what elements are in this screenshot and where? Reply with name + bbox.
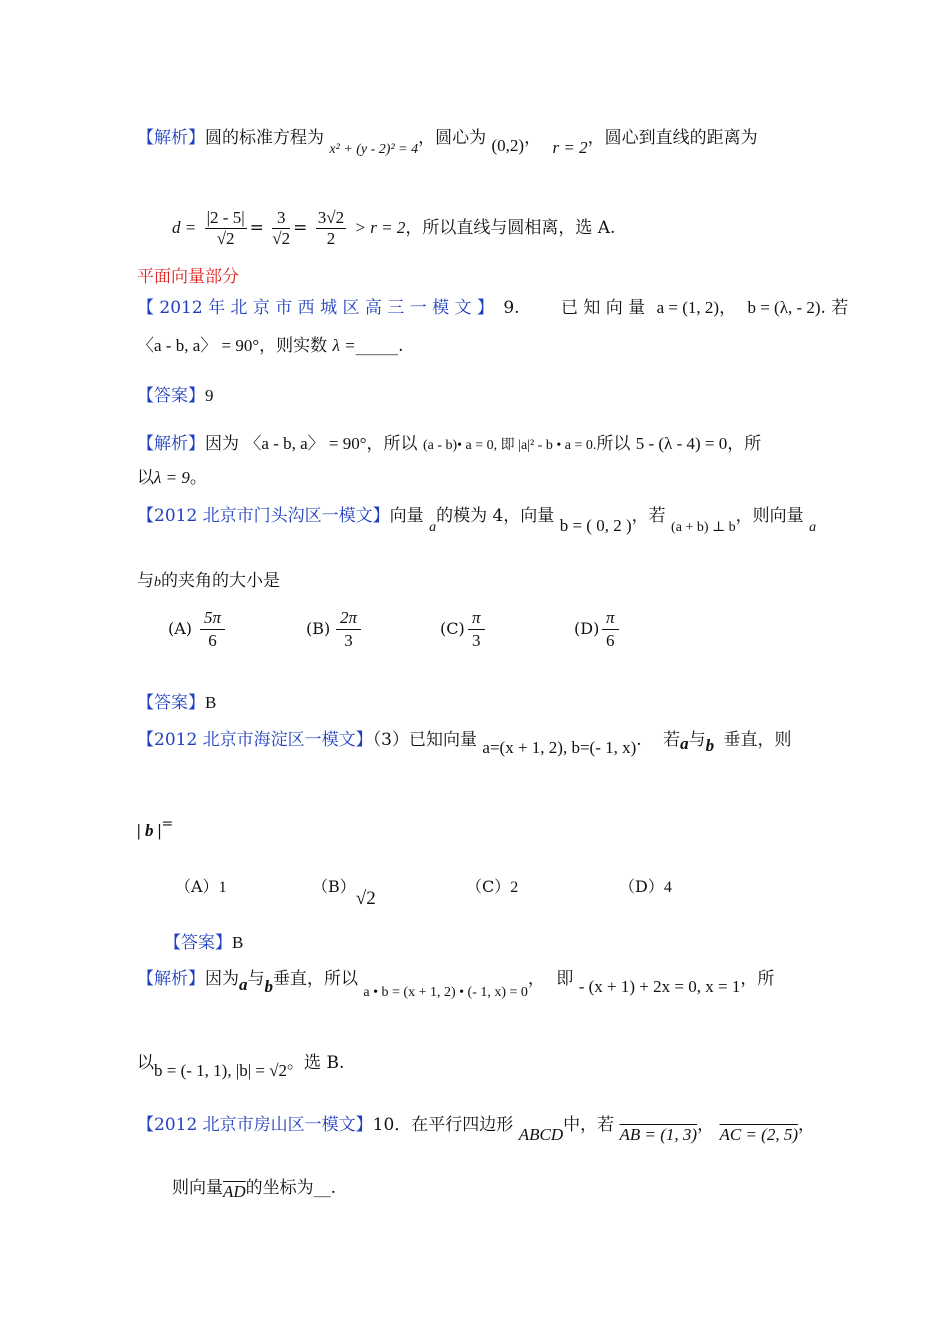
- q9-line-1: 【 2012 年 北 京 市 西 城 区 高 三 一 模 文 】 9. 已 知 向 量 a = (1, 2)， b = (λ, - 2). 若: [137, 298, 849, 318]
- hd-option-c: （C）2: [466, 877, 519, 896]
- mtg-option-d-value: $\frac{\pi}{6}$: [602, 607, 619, 652]
- mtg-option-a-value: $\frac{5\pi}{6}$: [200, 607, 225, 652]
- analysis-tag: 【解析】: [137, 128, 205, 148]
- mtg-option-b-value: $\frac{2\pi}{3}$: [336, 607, 361, 652]
- hd-option-b: （B）√2: [312, 877, 376, 909]
- q9-analysis-2: 以λ = 9。: [137, 468, 207, 488]
- hd-analysis-2: 以b = (- 1, 1), |b| = √2。选 B.: [137, 1053, 345, 1080]
- mtg-answer: 【答案】B: [137, 693, 217, 713]
- hd-line-2: | b |=: [137, 816, 174, 840]
- mtg-option-c-value: $\frac{\pi}{3}$: [468, 607, 485, 652]
- distance-formula: d = $\frac{|2 - 5|}{√2}$ = $\frac{3}{√2}$ = $\frac{3√2}{2}$ > r = 2，所以直线与圆相离，选 A.: [172, 208, 616, 248]
- hd-option-a: （A）1: [175, 877, 227, 896]
- mtg-option-a-label: (A): [168, 619, 193, 638]
- mtg-line-1: 【2012 北京市门头沟区一模文】向量 $_a$的模为 4，向量 b = ( 0, 2 )，若 $_{(a + b) \perp b}$，则向量 $_a$: [137, 506, 817, 535]
- q9-analysis-1: 【解析】因为 〈a - b, a〉 = 90°，所以 (a - b)• a = 0, 即 |a|² - b • a = 0.所以 5 - (λ - 4) = 0，所: [137, 434, 762, 454]
- mtg-option-d-label: (D): [574, 619, 600, 638]
- analysis-line-1: 【解析】圆的标准方程为 $_{x^2 + (y - 2)^2 = 4}$，圆心为 (0,2)， r = 2，圆心到直线的距离为: [137, 128, 758, 157]
- fs-line-1: 【2012 北京市房山区一模文】10．在平行四边形 ABCD中，若 AB = (1, 3)， AC = (2, 5)，: [137, 1115, 816, 1144]
- circle-equation: x² + (y - 2)² = 4: [329, 142, 419, 157]
- hd-line-1: 【2012 北京市海淀区一模文】（3）已知向量 a=(x + 1, 2), b=(- 1, x). 若a与b 垂直，则: [137, 730, 792, 757]
- hd-analysis-1: 【解析】因为a与b垂直，所以 $_{a • b = (x + 1, 2) • (- 1, x) = 0}$， 即 - (x + 1) + 2x = 0, x = 1，所: [137, 969, 775, 1000]
- fs-line-2: 则向量$\overline{AD}$的坐标为__.: [172, 1178, 337, 1201]
- q9-answer: 【答案】9: [137, 386, 214, 406]
- mtg-option-b-label: (B): [306, 619, 331, 638]
- source-tag: 【 2012 年 北 京 市 西 城 区 高 三 一 模 文 】: [137, 298, 494, 318]
- mtg-line-2: 与b的夹角的大小是: [137, 571, 280, 591]
- q9-line-2: 〈a - b, a〉 = 90°，则实数 λ =_____.: [137, 336, 404, 356]
- circle-center: (0,2): [491, 136, 525, 155]
- hd-answer: 【答案】B: [164, 933, 244, 953]
- radius: r = 2: [552, 138, 588, 157]
- mtg-option-c-label: (C): [440, 619, 465, 638]
- hd-option-d: （D）4: [619, 877, 672, 896]
- section-title: 平面向量部分: [137, 267, 239, 287]
